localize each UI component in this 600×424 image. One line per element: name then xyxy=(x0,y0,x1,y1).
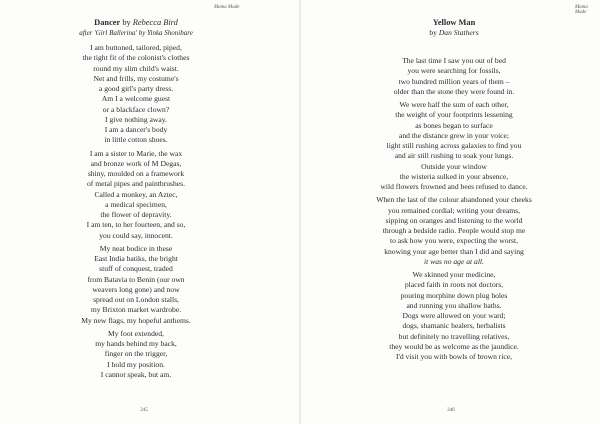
poem-line: my hands behind my back, xyxy=(95,339,177,348)
poem-line: through a bedside radio. People would stop me xyxy=(382,226,526,235)
stanza xyxy=(350,100,558,192)
poem-line: my Brixton market wardrobe. xyxy=(90,305,182,315)
poem-line: and running you shallow baths. xyxy=(406,300,502,310)
poem-dancer xyxy=(66,18,206,383)
poem-line: pouring morphine down plug holes xyxy=(400,290,508,300)
poem-line: you were searching for fossils, xyxy=(407,66,501,76)
poem-by: by xyxy=(429,28,437,37)
poem-line: The last time I saw you out of bed xyxy=(402,56,506,65)
poem-line: When the last of the colour abandoned your cheeks xyxy=(376,195,532,205)
poem-line: in little cotton shoes. xyxy=(104,135,168,145)
poem-line: sipping on oranges and listening to the world xyxy=(385,215,523,225)
poem-by: by xyxy=(122,18,131,27)
poem-line: the tight fit of the colonist's clothes xyxy=(82,53,190,63)
poem-line: Dogs were allowed on your ward; xyxy=(402,311,506,320)
poem-line: dogs, shamanic healers, herbalists xyxy=(402,321,506,331)
poem-byline xyxy=(350,28,558,38)
poem-line: finger on the trigger, xyxy=(104,349,168,359)
poem-line: We skinned your medicine, xyxy=(412,270,496,279)
page-number-right: 246 xyxy=(447,408,455,413)
poem-line: light still rushing across galaxies to find you xyxy=(386,141,522,150)
poem-title: Yellow Man xyxy=(432,18,476,27)
poem-yellow-man xyxy=(350,18,558,365)
poem-author: Dan Stathers xyxy=(438,28,479,37)
poem-line: and bronze work of M Degas, xyxy=(90,158,182,168)
stanza xyxy=(66,149,206,241)
right-page xyxy=(300,0,600,424)
poem-line: Am I a welcome guest xyxy=(101,94,171,104)
poem-line: My foot extended, xyxy=(108,328,164,338)
poem-line: placed faith in roots not doctors, xyxy=(404,280,504,290)
poem-line: or a blackface clown? xyxy=(102,104,170,114)
poem-line: Net and frills, my costume's xyxy=(93,73,179,83)
poem-line: a medical specimen, xyxy=(105,199,167,209)
stanza xyxy=(66,244,206,326)
stanza xyxy=(350,56,558,97)
poem-line: and air still rushing to soak your lungs. xyxy=(394,151,514,161)
poem-line: you could say, innocent. xyxy=(99,230,173,240)
poem-title-line xyxy=(350,18,558,28)
poem-line: it was no age at all. xyxy=(424,256,484,266)
poem-line: the weight of your footprints lessening xyxy=(395,110,513,120)
poem-line: My new flags, my hopeful anthems. xyxy=(81,315,191,325)
poem-title: Dancer xyxy=(94,18,121,27)
poem-line: spread out on London stalls, xyxy=(93,295,179,304)
poem-line: from Batavia to Benin (our own xyxy=(87,274,185,284)
poem-line: Outside your window xyxy=(421,161,487,171)
poem-line: knowing your age better than I did and saying xyxy=(384,246,524,256)
poem-line: East India batiks, the bright xyxy=(94,254,178,263)
poem-author: Rebecca Bird xyxy=(132,18,178,27)
poem-line: I give nothing away. xyxy=(105,114,167,124)
poem-line: My neat bodice in these xyxy=(99,243,173,253)
poem-line: you remained cordial; writing your dreams, xyxy=(387,205,520,215)
poem-line: I cannot speak, but am. xyxy=(100,369,172,379)
poem-line: I am buttoned, tailored, piped, xyxy=(90,43,182,52)
poem-line: Called a monkey, an Aztec, xyxy=(94,189,178,199)
poem-line: I am a sister to Marie, the wax xyxy=(89,148,183,158)
poem-line: I am a dancer's body xyxy=(104,125,168,134)
poem-line: but definitely no travelling relatives, xyxy=(398,331,510,341)
poem-line: and the distance grew in your voice; xyxy=(398,130,510,140)
poem-line: I am ten, to her fourteen, and so, xyxy=(86,220,186,230)
poem-line: the wisteria sulked in your absence, xyxy=(399,171,509,181)
poem-line: older than the stone they were found in. xyxy=(393,86,515,96)
poem-line: they would be as welcome as the jaundice. xyxy=(389,341,519,351)
poem-line: a good girl's party dress. xyxy=(98,84,174,93)
poem-line: shiny, moulded on a framework xyxy=(87,169,185,178)
poem-line: to ask how you were, expecting the worst, xyxy=(389,236,518,246)
running-head-right: Mama Made xyxy=(575,5,588,15)
running-head-left: Mama Made xyxy=(214,5,240,10)
poem-line: weavers long gone) and now xyxy=(92,284,180,294)
poem-line: two hundred million years of them – xyxy=(398,76,510,86)
poem-line: stuff of conquest, traded xyxy=(99,264,173,274)
poem-line: I'd visit you with bowls of brown rice, xyxy=(395,352,513,361)
stanza xyxy=(66,43,206,146)
poem-line: as bones began to surface xyxy=(415,120,493,130)
poem-line: wild flowers frowned and bees refused to dance. xyxy=(380,182,528,191)
poem-line: We were half the sum of each other, xyxy=(399,100,509,109)
poem-line: I hold my position. xyxy=(107,359,165,369)
poem-title-line xyxy=(66,18,206,28)
stanza xyxy=(350,195,558,267)
stanza xyxy=(66,329,206,380)
poem-line: of metal pipes and paintbrushes. xyxy=(86,179,186,189)
page-number-left: 245 xyxy=(140,408,148,413)
poem-subtitle: after 'Girl Ballerina' by Yinka Shonibare xyxy=(79,29,193,37)
stanza xyxy=(350,270,558,362)
poem-line: round my slim child's waist. xyxy=(93,63,179,73)
poem-line: the flower of depravity. xyxy=(100,210,172,219)
